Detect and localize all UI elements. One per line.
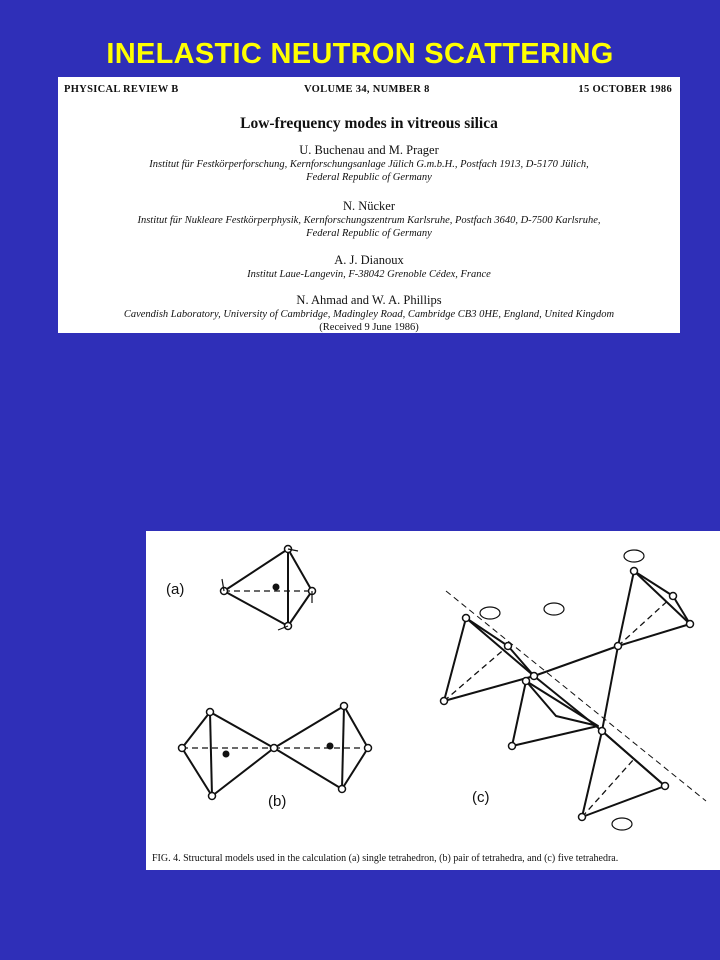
affiliation-line: Institut Laue-Langevin, F-38042 Grenoble Cédex, France [247, 269, 491, 280]
paper-title: Low-frequency modes in vitreous silica [240, 115, 498, 132]
author-group-3 [58, 253, 680, 281]
affiliation-line: Institut für Festkörperforschung, Kernforschungsanlage Jülich G.m.b.H., Postfach 1913, D-5170 Jülich, [149, 159, 589, 170]
figure-label-a: (a) [166, 581, 185, 598]
author-names: U. Buchenau and M. Prager [299, 143, 439, 157]
slide-title: INELASTIC NEUTRON SCATTERING [106, 38, 614, 70]
tetrahedra-diagram [146, 531, 720, 870]
publication-date: 15 OCTOBER 1986 [578, 84, 672, 95]
author-group-2 [58, 199, 680, 240]
single-tetrahedron [221, 546, 316, 631]
paper-header-image [58, 77, 680, 333]
figure-caption: FIG. 4. Structural models used in the calculation (a) single tetrahedron, (b) pair of tetrahedra, and (c) five tetrahedra. [152, 853, 619, 864]
figure-label-b: (b) [268, 793, 287, 810]
tetrahedra-pair [179, 703, 372, 800]
figure-label-c: (c) [472, 789, 490, 806]
journal-name: PHYSICAL REVIEW B [64, 84, 179, 95]
affiliation-line: Federal Republic of Germany [306, 228, 432, 239]
author-names: N. Nücker [342, 199, 396, 213]
five-tetrahedra [441, 550, 707, 830]
journal-volume: VOLUME 34, NUMBER 8 [304, 84, 430, 95]
affiliation-line: Federal Republic of Germany [306, 172, 432, 183]
author-names: N. Ahmad and W. A. Phillips [296, 293, 442, 307]
structural-models-figure [146, 531, 720, 870]
author-group-1 [58, 143, 680, 184]
affiliation-line: Cavendish Laboratory, University of Cambridge, Madingley Road, Cambridge CB3 0HE, England, United Kingdom [123, 309, 615, 320]
author-names: A. J. Dianoux [334, 253, 404, 267]
affiliation-line: Institut für Nukleare Festkörperphysik, Kernforschungszentrum Karlsruhe, Postfach 3640, D-7500 Karlsruhe, [137, 215, 601, 226]
received-date: (Received 9 June 1986) [319, 322, 419, 333]
author-group-4 [58, 293, 680, 334]
